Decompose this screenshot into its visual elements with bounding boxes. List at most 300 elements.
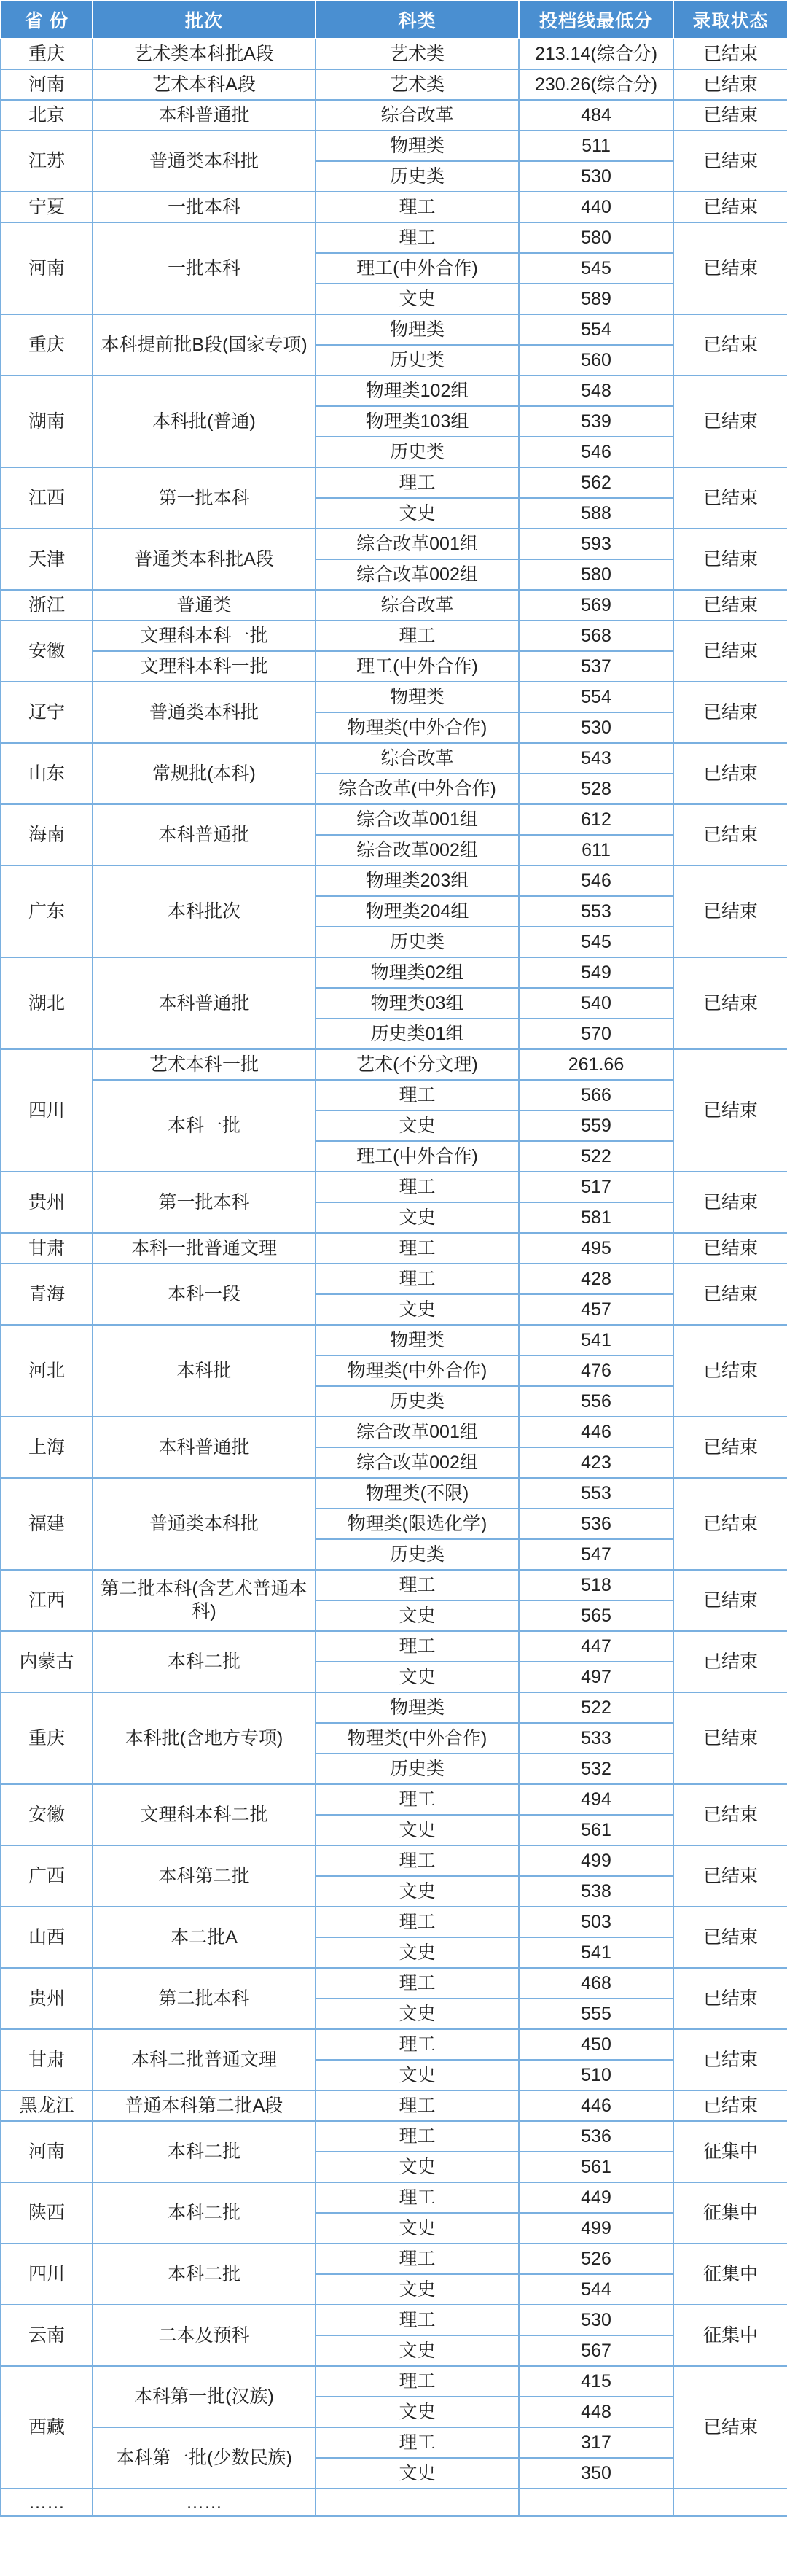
status-cell: 已结束 <box>673 69 787 100</box>
batch-cell: 本科批 <box>93 1325 316 1417</box>
province-cell: 河北 <box>1 1325 93 1417</box>
status-cell: 已结束 <box>673 1417 787 1478</box>
min-score-cell: 588 <box>519 498 673 529</box>
subject-cell: 理工 <box>316 2029 519 2060</box>
min-score-cell: 570 <box>519 1019 673 1049</box>
table-row <box>1 1172 787 1202</box>
min-score-cell: 549 <box>519 957 673 988</box>
table-row <box>1 1692 787 1723</box>
min-score-cell: 536 <box>519 2121 673 2152</box>
status-cell: 已结束 <box>673 131 787 192</box>
subject-cell: 理工 <box>316 1080 519 1110</box>
province-cell: 内蒙古 <box>1 1631 93 1692</box>
subject-cell: 理工 <box>316 1968 519 1999</box>
status-cell: 征集中 <box>673 2244 787 2305</box>
batch-cell: 文理科本科一批 <box>93 651 316 682</box>
table-row <box>1 69 787 100</box>
subject-cell: 文史 <box>316 1600 519 1631</box>
table-row <box>1 2121 787 2152</box>
province-cell: 贵州 <box>1 1172 93 1233</box>
subject-cell: 文史 <box>316 2397 519 2427</box>
status-cell: 已结束 <box>673 620 787 682</box>
subject-cell: 综合改革 <box>316 100 519 131</box>
table-row <box>1 314 787 345</box>
table-row <box>1 1845 787 1876</box>
min-score-cell: 548 <box>519 375 673 406</box>
min-score-cell <box>519 2489 673 2516</box>
table-row <box>1 957 787 988</box>
batch-cell: 文理科本科一批 <box>93 620 316 651</box>
province-cell: 辽宁 <box>1 682 93 743</box>
subject-cell: 综合改革001组 <box>316 529 519 559</box>
min-score-cell: 541 <box>519 1937 673 1968</box>
subject-cell: 历史类 <box>316 927 519 957</box>
subject-cell: 文史 <box>316 2458 519 2489</box>
table-row <box>1 2029 787 2060</box>
subject-cell: 文史 <box>316 1294 519 1325</box>
province-cell: 海南 <box>1 804 93 865</box>
table-row <box>1 39 787 69</box>
subject-cell: 理工 <box>316 1570 519 1600</box>
min-score-cell: 611 <box>519 835 673 865</box>
subject-cell: 物理类(不限) <box>316 1478 519 1509</box>
table-row <box>1 467 787 498</box>
subject-cell: 历史类 <box>316 1754 519 1784</box>
batch-cell: 本科一批 <box>93 1080 316 1172</box>
batch-cell: 本科第二批 <box>93 1845 316 1907</box>
province-cell: 上海 <box>1 1417 93 1478</box>
min-score-cell: 428 <box>519 1264 673 1294</box>
min-score-cell: 545 <box>519 927 673 957</box>
subject-cell: 理工 <box>316 1172 519 1202</box>
table-row <box>1 1325 787 1355</box>
province-cell: 青海 <box>1 1264 93 1325</box>
batch-cell: 本科二批 <box>93 2182 316 2244</box>
status-cell: 已结束 <box>673 192 787 222</box>
status-cell: 已结束 <box>673 2366 787 2489</box>
batch-cell: 文理科本科二批 <box>93 1784 316 1845</box>
batch-cell: 本科一批普通文理 <box>93 1233 316 1264</box>
batch-cell: 本科提前批B段(国家专项) <box>93 314 316 375</box>
min-score-cell: 555 <box>519 1999 673 2029</box>
min-score-cell: 545 <box>519 253 673 284</box>
subject-cell: 文史 <box>316 2060 519 2090</box>
min-score-cell: 568 <box>519 620 673 651</box>
min-score-cell: 440 <box>519 192 673 222</box>
min-score-cell: 510 <box>519 2060 673 2090</box>
subject-cell <box>316 2489 519 2516</box>
batch-cell: 本科普通批 <box>93 957 316 1049</box>
province-cell: 四川 <box>1 1049 93 1172</box>
min-score-cell: 554 <box>519 314 673 345</box>
subject-cell: 理工 <box>316 2366 519 2397</box>
batch-cell: 常规批(本科) <box>93 743 316 804</box>
min-score-cell: 536 <box>519 1509 673 1539</box>
batch-cell: 本科普通批 <box>93 804 316 865</box>
subject-cell: 历史类01组 <box>316 1019 519 1049</box>
min-score-cell: 566 <box>519 1080 673 1110</box>
min-score-cell: 593 <box>519 529 673 559</box>
subject-cell: 综合改革002组 <box>316 835 519 865</box>
batch-cell: 本科普通批 <box>93 1417 316 1478</box>
table-row <box>1 1907 787 1937</box>
subject-cell: 理工 <box>316 1233 519 1264</box>
header-subject: 科类 <box>316 1 519 39</box>
province-cell: 山东 <box>1 743 93 804</box>
batch-cell: 本科第一批(少数民族) <box>93 2427 316 2489</box>
batch-cell: 普通类 <box>93 590 316 620</box>
subject-cell: 物理类 <box>316 131 519 161</box>
status-cell: 已结束 <box>673 1692 787 1784</box>
min-score-cell: 561 <box>519 1815 673 1845</box>
table-row <box>1 1233 787 1264</box>
subject-cell: 物理类03组 <box>316 988 519 1019</box>
table-row <box>1 100 787 131</box>
table-row <box>1 2427 787 2458</box>
status-cell: 已结束 <box>673 1968 787 2029</box>
table-row <box>1 804 787 835</box>
min-score-cell: 484 <box>519 100 673 131</box>
subject-cell: 物理类(中外合作) <box>316 1355 519 1386</box>
province-cell: 广西 <box>1 1845 93 1907</box>
table-row <box>1 1417 787 1447</box>
table-row <box>1 1570 787 1600</box>
subject-cell: 物理类02组 <box>316 957 519 988</box>
min-score-cell: 476 <box>519 1355 673 1386</box>
batch-cell: 本科批(含地方专项) <box>93 1692 316 1784</box>
subject-cell: 理工 <box>316 1631 519 1662</box>
province-cell: 福建 <box>1 1478 93 1570</box>
min-score-cell: 530 <box>519 161 673 192</box>
min-score-cell: 561 <box>519 2152 673 2182</box>
min-score-cell: 526 <box>519 2244 673 2274</box>
min-score-cell: 581 <box>519 1202 673 1233</box>
status-cell: 征集中 <box>673 2121 787 2182</box>
table-row <box>1 2366 787 2397</box>
subject-cell: 物理类 <box>316 1325 519 1355</box>
status-cell: 已结束 <box>673 39 787 69</box>
province-cell: 湖南 <box>1 375 93 467</box>
province-cell: 西藏 <box>1 2366 93 2489</box>
min-score-cell: 317 <box>519 2427 673 2458</box>
status-cell: 已结束 <box>673 2029 787 2090</box>
subject-cell: 文史 <box>316 284 519 314</box>
table-row <box>1 529 787 559</box>
subject-cell: 艺术(不分文理) <box>316 1049 519 1080</box>
subject-cell: 综合改革001组 <box>316 1417 519 1447</box>
province-cell: 广东 <box>1 865 93 957</box>
min-score-cell: 448 <box>519 2397 673 2427</box>
subject-cell: 文史 <box>316 1876 519 1907</box>
province-cell: 江苏 <box>1 131 93 192</box>
table-row <box>1 192 787 222</box>
subject-cell: 综合改革 <box>316 743 519 774</box>
province-cell: 江西 <box>1 1570 93 1631</box>
batch-cell: 本科第一批(汉族) <box>93 2366 316 2427</box>
subject-cell: 综合改革002组 <box>316 1447 519 1478</box>
min-score-cell: 543 <box>519 743 673 774</box>
subject-cell: 理工(中外合作) <box>316 253 519 284</box>
table-row <box>1 1049 787 1080</box>
min-score-cell: 230.26(综合分) <box>519 69 673 100</box>
header-min-score: 投档线最低分 <box>519 1 673 39</box>
min-score-cell: 562 <box>519 467 673 498</box>
min-score-cell: 580 <box>519 222 673 253</box>
batch-cell: 普通类本科批 <box>93 131 316 192</box>
header-batch: 批次 <box>93 1 316 39</box>
batch-cell: 第一批本科 <box>93 467 316 529</box>
min-score-cell: 580 <box>519 559 673 590</box>
batch-cell: 本科二批普通文理 <box>93 2029 316 2090</box>
batch-cell: 艺术本科A段 <box>93 69 316 100</box>
status-cell: 征集中 <box>673 2182 787 2244</box>
subject-cell: 物理类102组 <box>316 375 519 406</box>
province-cell: 重庆 <box>1 39 93 69</box>
min-score-cell: 511 <box>519 131 673 161</box>
table-row <box>1 1080 787 1110</box>
min-score-cell: 553 <box>519 896 673 927</box>
batch-cell: 艺术本科一批 <box>93 1049 316 1080</box>
subject-cell: 物理类204组 <box>316 896 519 927</box>
subject-cell: 文史 <box>316 498 519 529</box>
table-row <box>1 222 787 253</box>
subject-cell: 文史 <box>316 1202 519 1233</box>
province-cell: 宁夏 <box>1 192 93 222</box>
status-cell: 征集中 <box>673 2305 787 2366</box>
subject-cell: 物理类(中外合作) <box>316 1723 519 1754</box>
table-row <box>1 1968 787 1999</box>
table-row <box>1 682 787 712</box>
subject-cell: 综合改革 <box>316 590 519 620</box>
min-score-cell: 518 <box>519 1570 673 1600</box>
status-cell: 已结束 <box>673 1264 787 1325</box>
province-cell: 湖北 <box>1 957 93 1049</box>
table-header-row <box>1 1 787 39</box>
status-cell: 已结束 <box>673 467 787 529</box>
province-cell: 安徽 <box>1 620 93 682</box>
subject-cell: 理工 <box>316 467 519 498</box>
status-cell: 已结束 <box>673 375 787 467</box>
status-cell: 已结束 <box>673 1907 787 1968</box>
status-cell: 已结束 <box>673 1570 787 1631</box>
min-score-cell: 517 <box>519 1172 673 1202</box>
status-cell: 已结束 <box>673 743 787 804</box>
subject-cell: 理工 <box>316 620 519 651</box>
province-cell: 江西 <box>1 467 93 529</box>
subject-cell: 理工 <box>316 2244 519 2274</box>
table-row <box>1 651 787 682</box>
table-row <box>1 2244 787 2274</box>
table-row <box>1 1784 787 1815</box>
batch-cell: 一批本科 <box>93 192 316 222</box>
status-cell: 已结束 <box>673 1172 787 1233</box>
batch-cell: 艺术类本科批A段 <box>93 39 316 69</box>
subject-cell: 综合改革(中外合作) <box>316 774 519 804</box>
subject-cell: 文史 <box>316 1662 519 1692</box>
batch-cell: 第二批本科(含艺术普通本科) <box>93 1570 316 1631</box>
subject-cell: 理工 <box>316 1784 519 1815</box>
subject-cell: 综合改革001组 <box>316 804 519 835</box>
min-score-cell: 468 <box>519 1968 673 1999</box>
min-score-cell: 449 <box>519 2182 673 2213</box>
table-row <box>1 2182 787 2213</box>
table-row <box>1 1631 787 1662</box>
status-cell: 已结束 <box>673 1049 787 1172</box>
table-row <box>1 1264 787 1294</box>
subject-cell: 历史类 <box>316 437 519 467</box>
min-score-cell: 539 <box>519 406 673 437</box>
min-score-cell: 560 <box>519 345 673 375</box>
subject-cell: 理工(中外合作) <box>316 651 519 682</box>
subject-cell: 文史 <box>316 2335 519 2366</box>
batch-cell: 本二批A <box>93 1907 316 1968</box>
min-score-cell: 533 <box>519 1723 673 1754</box>
min-score-cell: 589 <box>519 284 673 314</box>
min-score-cell: 612 <box>519 804 673 835</box>
status-cell: 已结束 <box>673 1325 787 1417</box>
table-row <box>1 375 787 406</box>
table-row <box>1 2090 787 2121</box>
batch-cell: 本科二批 <box>93 2121 316 2182</box>
status-cell: 已结束 <box>673 1784 787 1845</box>
min-score-cell: 261.66 <box>519 1049 673 1080</box>
province-cell: 贵州 <box>1 1968 93 2029</box>
table-row <box>1 590 787 620</box>
batch-cell: 普通类本科批 <box>93 682 316 743</box>
min-score-cell: 544 <box>519 2274 673 2305</box>
batch-cell: 普通类本科批 <box>93 1478 316 1570</box>
status-cell: 已结束 <box>673 1845 787 1907</box>
subject-cell: 文史 <box>316 1937 519 1968</box>
table-row-ellipsis <box>1 2489 787 2516</box>
min-score-cell: 540 <box>519 988 673 1019</box>
status-cell: 已结束 <box>673 1631 787 1692</box>
province-cell: 安徽 <box>1 1784 93 1845</box>
table-row <box>1 2305 787 2335</box>
status-cell: 已结束 <box>673 804 787 865</box>
min-score-cell: 522 <box>519 1692 673 1723</box>
table-row <box>1 865 787 896</box>
min-score-cell: 537 <box>519 651 673 682</box>
status-cell: 已结束 <box>673 1233 787 1264</box>
province-cell: 河南 <box>1 2121 93 2182</box>
min-score-cell: 423 <box>519 1447 673 1478</box>
subject-cell: 文史 <box>316 1110 519 1141</box>
status-cell: 已结束 <box>673 957 787 1049</box>
table-row <box>1 131 787 161</box>
min-score-cell: 447 <box>519 1631 673 1662</box>
batch-cell: 本科批次 <box>93 865 316 957</box>
batch-cell: 二本及预科 <box>93 2305 316 2366</box>
subject-cell: 文史 <box>316 1815 519 1845</box>
subject-cell: 历史类 <box>316 345 519 375</box>
min-score-cell: 546 <box>519 437 673 467</box>
province-cell: 云南 <box>1 2305 93 2366</box>
batch-cell: 一批本科 <box>93 222 316 314</box>
subject-cell: 理工 <box>316 2305 519 2335</box>
subject-cell: 文史 <box>316 1999 519 2029</box>
min-score-cell: 503 <box>519 1907 673 1937</box>
min-score-cell: 567 <box>519 2335 673 2366</box>
subject-cell: 历史类 <box>316 1386 519 1417</box>
province-cell: 黑龙江 <box>1 2090 93 2121</box>
subject-cell: 理工 <box>316 222 519 253</box>
min-score-cell: 495 <box>519 1233 673 1264</box>
subject-cell: 物理类 <box>316 682 519 712</box>
subject-cell: 文史 <box>316 2213 519 2244</box>
min-score-cell: 532 <box>519 1754 673 1784</box>
province-cell: 北京 <box>1 100 93 131</box>
min-score-cell: 446 <box>519 2090 673 2121</box>
min-score-cell: 541 <box>519 1325 673 1355</box>
min-score-cell: 569 <box>519 590 673 620</box>
min-score-cell: 554 <box>519 682 673 712</box>
batch-cell: 普通类本科批A段 <box>93 529 316 590</box>
min-score-cell: 446 <box>519 1417 673 1447</box>
min-score-cell: 547 <box>519 1539 673 1570</box>
province-cell: 山西 <box>1 1907 93 1968</box>
status-cell: 已结束 <box>673 222 787 314</box>
status-cell: 已结束 <box>673 100 787 131</box>
subject-cell: 文史 <box>316 2274 519 2305</box>
subject-cell: 物理类(限选化学) <box>316 1509 519 1539</box>
province-cell: 重庆 <box>1 314 93 375</box>
batch-cell: …… <box>93 2489 316 2516</box>
batch-cell: 普通本科第二批A段 <box>93 2090 316 2121</box>
subject-cell: 物理类(中外合作) <box>316 712 519 743</box>
min-score-cell: 528 <box>519 774 673 804</box>
status-cell: 已结束 <box>673 590 787 620</box>
min-score-cell: 450 <box>519 2029 673 2060</box>
subject-cell: 理工 <box>316 2121 519 2152</box>
subject-cell: 物理类 <box>316 314 519 345</box>
subject-cell: 理工(中外合作) <box>316 1141 519 1172</box>
status-cell: 已结束 <box>673 314 787 375</box>
subject-cell: 文史 <box>316 2152 519 2182</box>
batch-cell: 本科批(普通) <box>93 375 316 467</box>
subject-cell: 物理类 <box>316 1692 519 1723</box>
min-score-cell: 538 <box>519 1876 673 1907</box>
province-cell: 重庆 <box>1 1692 93 1784</box>
province-cell: 河南 <box>1 69 93 100</box>
subject-cell: 理工 <box>316 2427 519 2458</box>
province-cell: 陕西 <box>1 2182 93 2244</box>
min-score-cell: 457 <box>519 1294 673 1325</box>
min-score-cell: 553 <box>519 1478 673 1509</box>
province-cell: 甘肃 <box>1 1233 93 1264</box>
min-score-cell: 546 <box>519 865 673 896</box>
status-cell <box>673 2489 787 2516</box>
subject-cell: 理工 <box>316 192 519 222</box>
province-cell: 天津 <box>1 529 93 590</box>
batch-cell: 本科二批 <box>93 1631 316 1692</box>
subject-cell: 理工 <box>316 2090 519 2121</box>
table-row <box>1 743 787 774</box>
min-score-cell: 559 <box>519 1110 673 1141</box>
min-score-cell: 565 <box>519 1600 673 1631</box>
table-row <box>1 620 787 651</box>
subject-cell: 综合改革002组 <box>316 559 519 590</box>
subject-cell: 物理类203组 <box>316 865 519 896</box>
subject-cell: 艺术类 <box>316 39 519 69</box>
status-cell: 已结束 <box>673 682 787 743</box>
min-score-cell: 556 <box>519 1386 673 1417</box>
batch-cell: 第二批本科 <box>93 1968 316 2029</box>
min-score-cell: 530 <box>519 2305 673 2335</box>
min-score-cell: 494 <box>519 1784 673 1815</box>
table-body <box>1 39 787 2516</box>
province-cell: 河南 <box>1 222 93 314</box>
